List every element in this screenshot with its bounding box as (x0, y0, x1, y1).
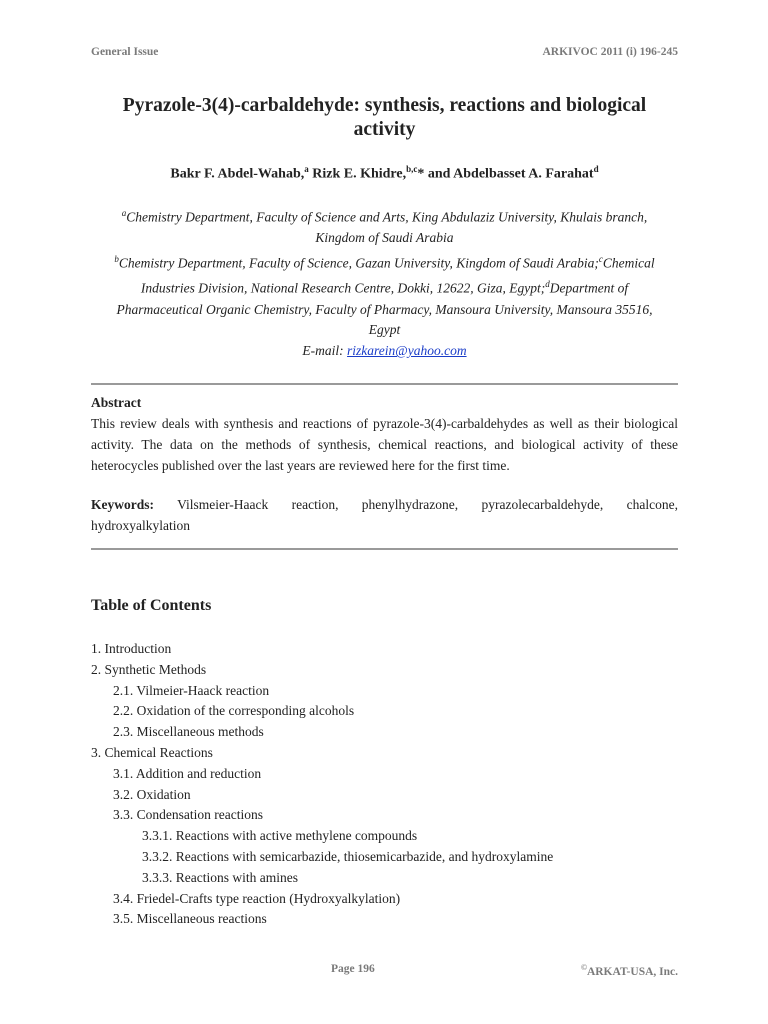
author-affil-mark: a (304, 164, 309, 174)
table-of-contents (91, 639, 678, 930)
toc-item[interactable]: 2.1. Vilmeier-Haack reaction (113, 682, 270, 698)
keywords-label: Keywords: (91, 497, 154, 512)
author-name: Bakr F. Abdel-Wahab, (170, 166, 305, 182)
affil-mark: b (114, 254, 119, 265)
author-name: Rizk E. Khidre, (312, 166, 407, 182)
copyright-symbol: © (580, 963, 587, 972)
toc-item[interactable]: 3. Chemical Reactions (91, 744, 213, 760)
header-section-label: General Issue (91, 46, 159, 58)
keywords-section (91, 494, 678, 536)
toc-item[interactable]: 2. Synthetic Methods (91, 661, 207, 677)
affiliation-d: Department of Pharmaceutical Organic Chemistry, Faculty of Pharmacy, Mansoura University, Mansoura 35516, Egypt (116, 280, 653, 338)
affiliations (100, 203, 669, 362)
paper-title: Pyrazole-3(4)-carbaldehyde: synthesis, reactions and biological activity (122, 95, 647, 140)
abstract-text: This review deals with synthesis and reactions of pyrazole-3(4)-carbaldehydes as well as their biological activity. The data on the methods of synthesis, chemical reactions, and biological activity of these heterocycles published over the last years are reviewed here for the first time. (91, 416, 678, 473)
author-name: * and Abdelbasset A. Farahat (417, 166, 594, 182)
toc-heading: Table of Contents (91, 597, 212, 614)
abstract-heading: Abstract (91, 395, 142, 410)
affil-mark: d (545, 279, 550, 290)
toc-item[interactable]: 3.4. Friedel-Crafts type reaction (Hydroxyalkylation) (113, 890, 401, 906)
toc-item[interactable]: 3.3. Condensation reactions (113, 807, 263, 823)
toc-item[interactable]: 2.2. Oxidation of the corresponding alcohols (113, 703, 355, 719)
affiliation-a: Chemistry Department, Faculty of Science and Arts, King Abdulaziz University, Khulais branch, Kingdom of Saudi Arabia (126, 209, 648, 246)
header-journal-citation: ARKIVOC 2011 (i) 196-245 (542, 46, 678, 58)
author-affil-mark: d (593, 164, 599, 174)
toc-item[interactable]: 3.1. Addition and reduction (113, 765, 262, 781)
affil-mark: a (121, 208, 127, 218)
copyright-notice (581, 963, 678, 978)
email-label: E-mail: (302, 343, 348, 359)
toc-item[interactable]: 2.3. Miscellaneous methods (113, 724, 264, 740)
affiliation-b: Chemistry Department, Faculty of Science, Gazan University, Kingdom of Saudi Arabia; (118, 255, 599, 271)
toc-item[interactable]: 3.3.3. Reactions with amines (142, 869, 298, 885)
toc-item[interactable]: 3.3.1. Reactions with active methylene compounds (142, 828, 418, 844)
toc-item[interactable]: 3.2. Oxidation (113, 786, 191, 802)
author-list (91, 164, 678, 183)
author-affil-mark: b,c (406, 164, 418, 174)
page-number: Page 196 (331, 963, 375, 975)
toc-item[interactable]: 3.5. Miscellaneous reactions (113, 911, 267, 927)
email-link[interactable]: rizkarein@yahoo.com (347, 343, 467, 359)
affil-mark: c (598, 254, 603, 265)
toc-item[interactable]: 3.3.2. Reactions with semicarbazide, thiosemicarbazide, and hydroxylamine (142, 848, 554, 864)
affiliation-c: Chemical Industries Division, National Research Centre, Dokki, 12622, Giza, Egypt; (140, 255, 655, 296)
keywords-text: Vilsmeier-Haack reaction, phenylhydrazone, pyrazolecarbaldehyde, chalcone, hydroxyalkylation (91, 497, 678, 533)
toc-item[interactable]: 1. Introduction (91, 641, 172, 656)
top-divider (91, 383, 678, 385)
bottom-divider (91, 548, 678, 550)
abstract-section (91, 392, 678, 476)
publisher-name: ARKAT-USA, Inc. (586, 965, 678, 978)
